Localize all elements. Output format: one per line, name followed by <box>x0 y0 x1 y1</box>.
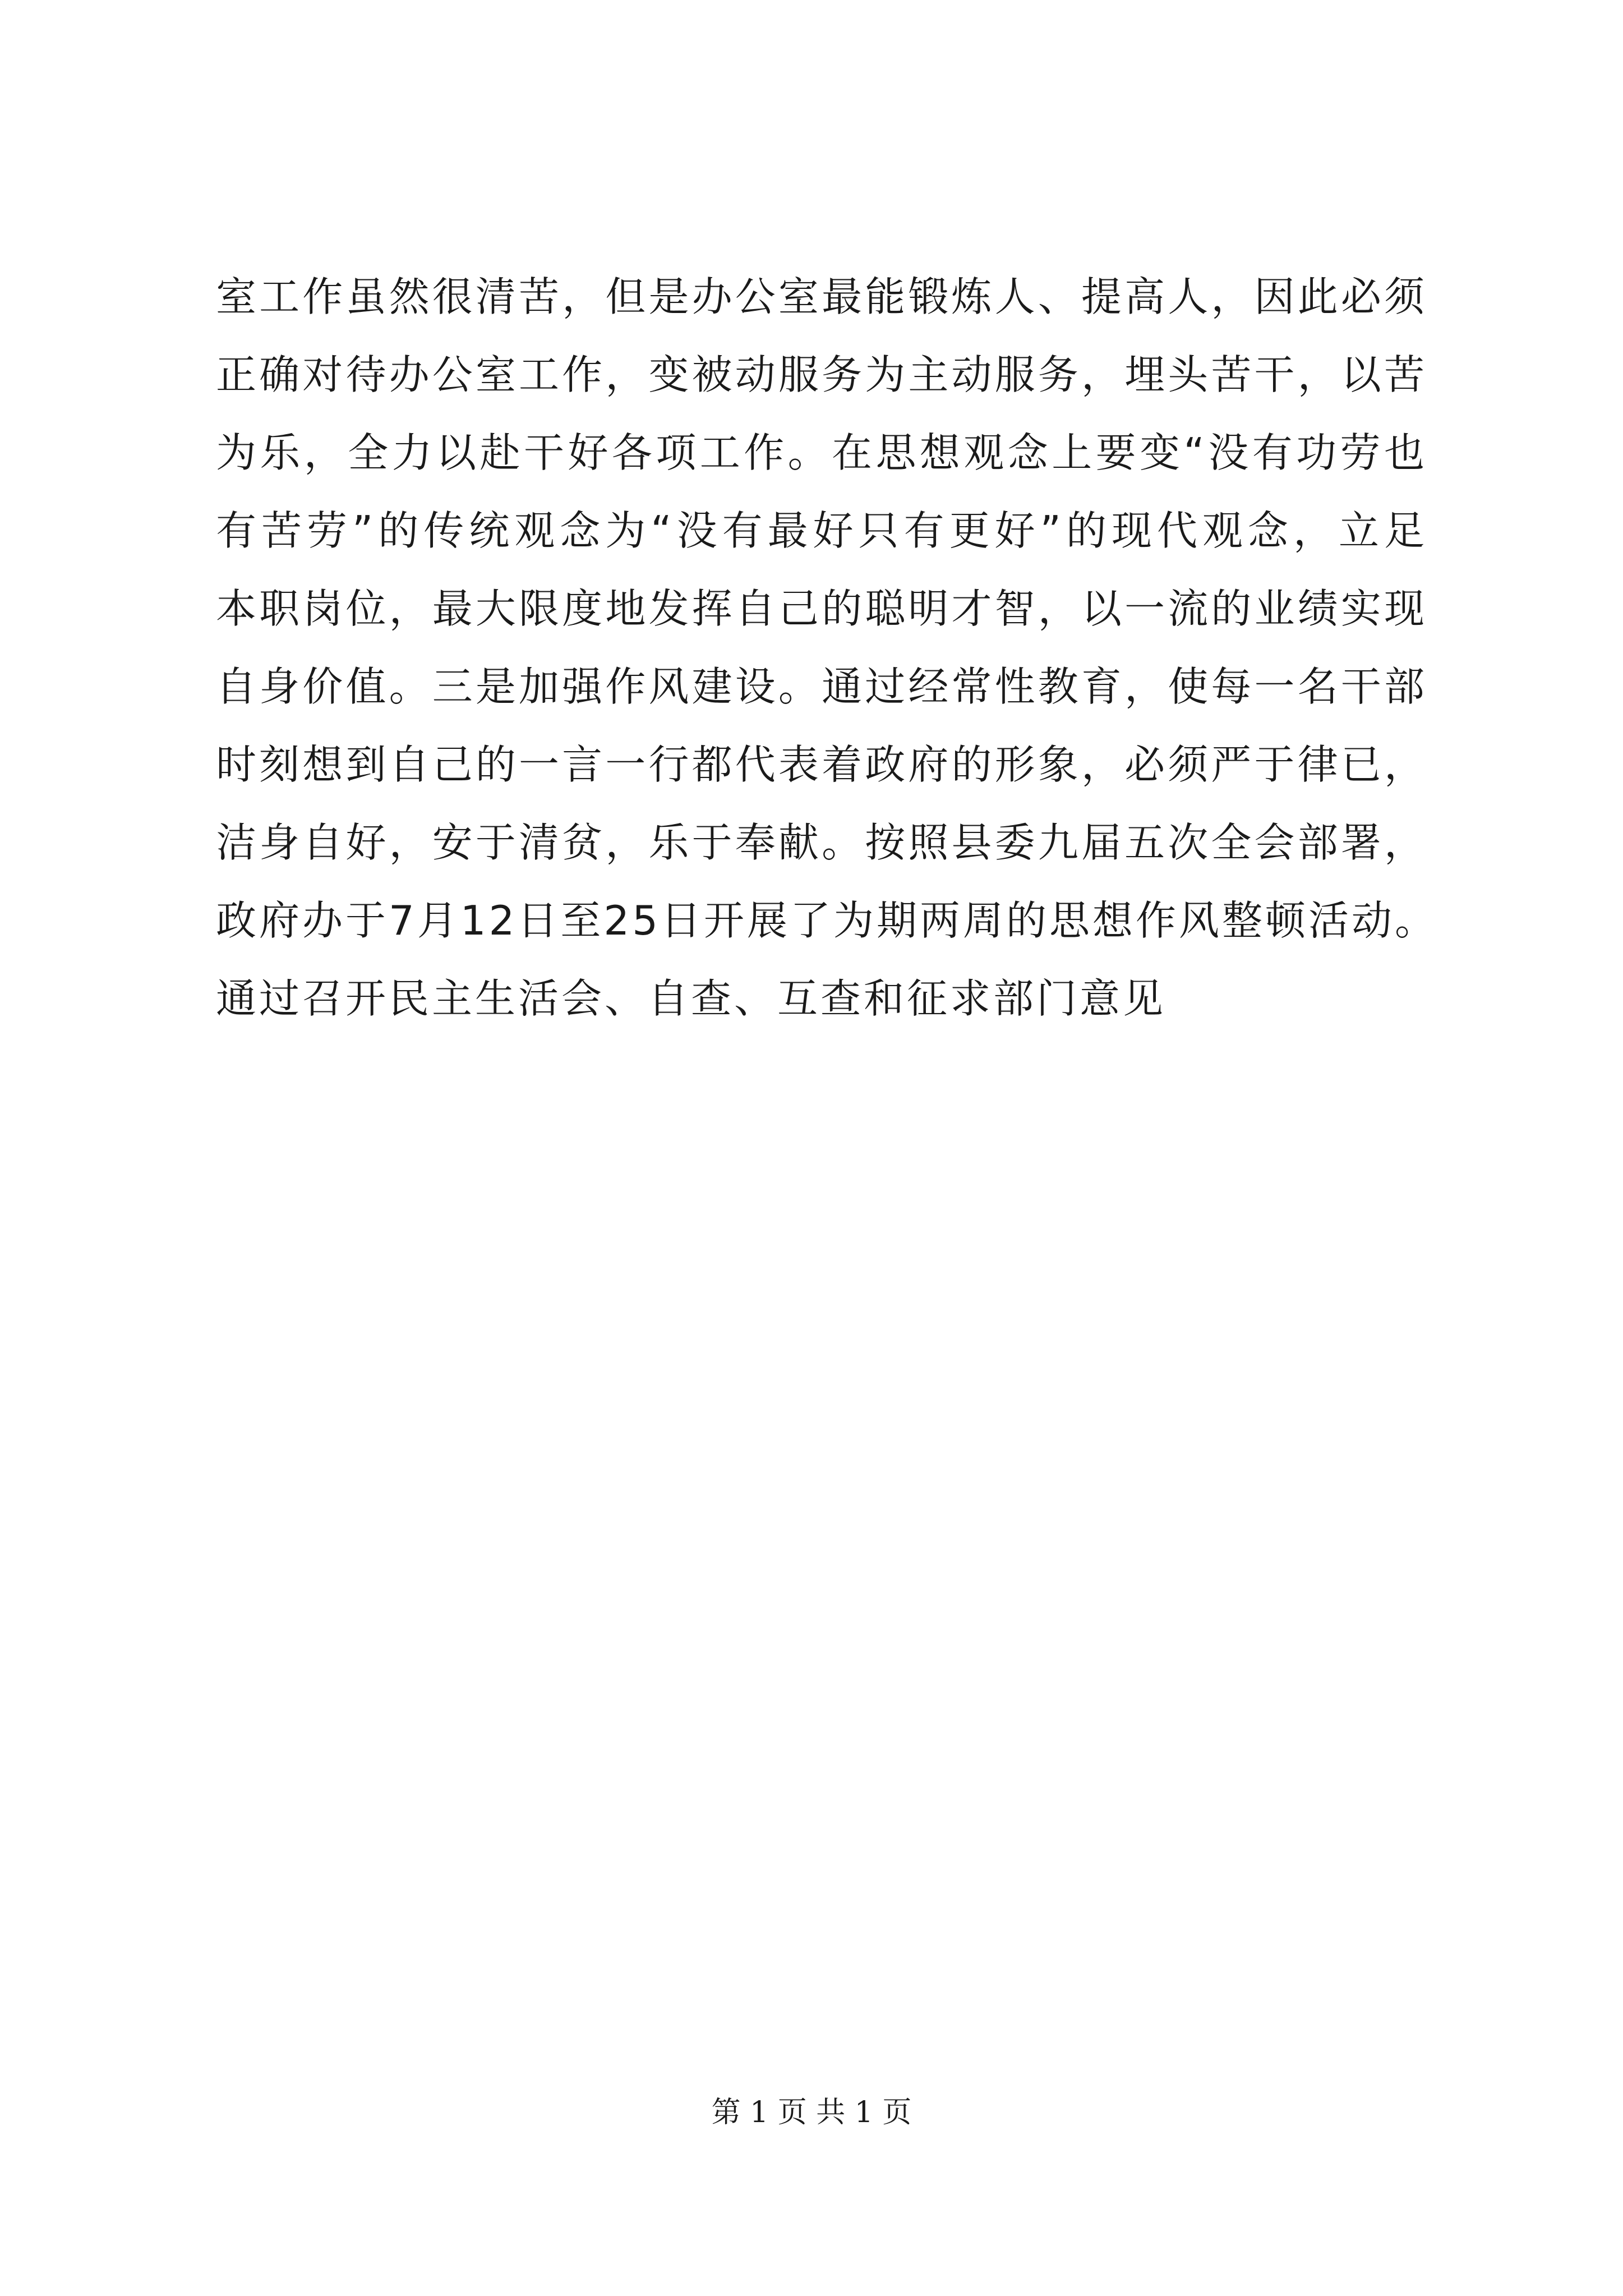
text-line: 正确对待办公室工作，变被动服务为主动服务，埋头苦干，以苦 <box>216 351 1427 398</box>
text-line: 政府办于7月12日至25日开展了为期两周的思想作风整顿活动。 <box>216 897 1438 944</box>
page-footer: 第 1 页 共 1 页 <box>711 2096 912 2129</box>
text-line: 为乐，全力以赴干好各项工作。在思想观念上要变“没有功劳也 <box>216 429 1427 476</box>
text-line: 通过召开民主生活会、自查、互查和征求部门意见 <box>216 975 1166 1022</box>
text-line: 洁身自好，安于清贫，乐于奉献。按照县委九届五次全会部署， <box>216 819 1427 866</box>
text-line: 室工作虽然很清苦，但是办公室最能锻炼人、提高人，因此必须 <box>216 273 1427 320</box>
text-line: 时刻想到自己的一言一行都代表着政府的形象，必须严于律已， <box>216 741 1427 788</box>
text-line: 有苦劳”的传统观念为“没有最好只有更好”的现代观念，立足 <box>216 507 1427 554</box>
text-line: 本职岗位，最大限度地发挥自己的聪明才智，以一流的业绩实现 <box>216 585 1427 632</box>
document-body <box>216 258 1438 1038</box>
text-line: 自身价值。三是加强作风建设。通过经常性教育，使每一名干部 <box>216 663 1427 710</box>
